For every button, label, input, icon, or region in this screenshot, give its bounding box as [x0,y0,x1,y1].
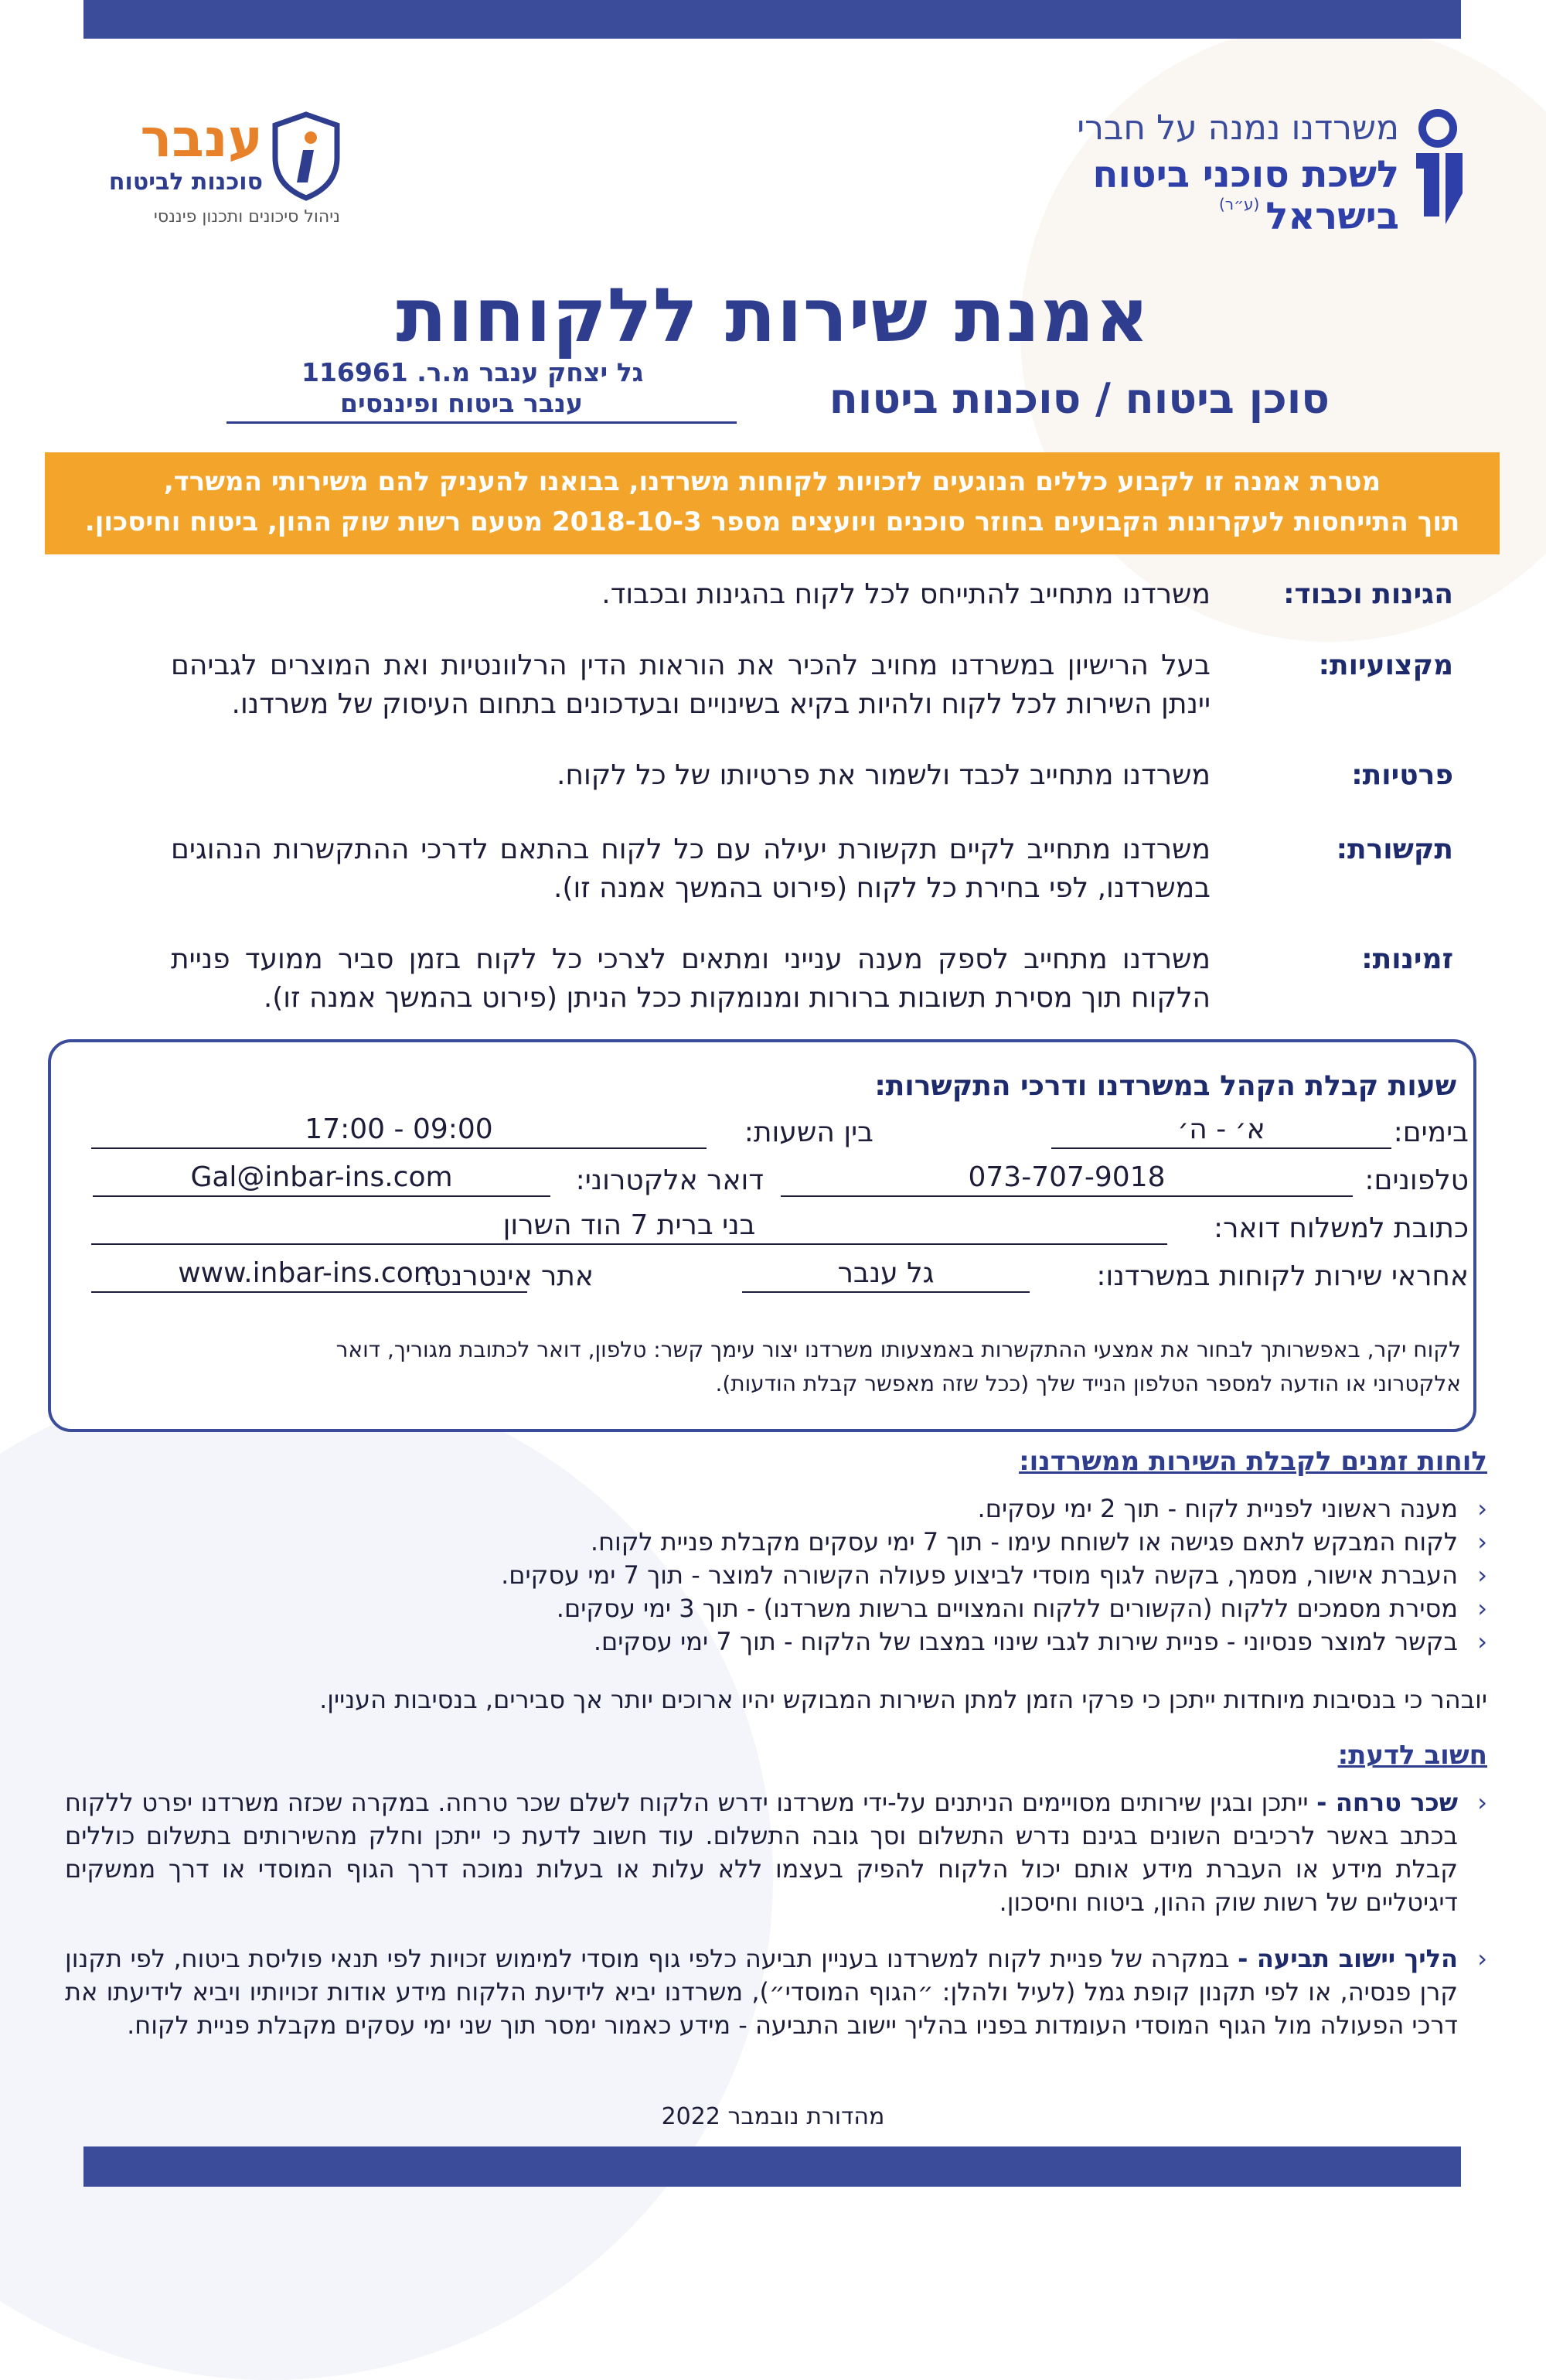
edition-label: מהדורת נובמבר 2022 [661,2103,885,2130]
chevron-icon: ‹ [1477,1788,1487,1817]
section-text: משרדנו מתחייב לספק מענה ענייני ומתאים לצרכי כל לקוח בזמן סביר ממועד פניית הלקוח תוך מסירת תשובות ברורות ומנומקות ככל הניתן (פירוט בהמשך אמנה זו). [171,943,1211,1014]
top-bar [83,0,1461,39]
list-item: ‹ מענה ראשוני לפניית לקוח - תוך 2 ימי עסקים. [65,1492,1487,1526]
days-label: בימים: [1393,1117,1469,1148]
banner-line2: תוך התייחסות לעקרונות הקבועים בחוזר סוכנים ויועצים מספר 2018-10-3 מטעם רשות שוק ההון, ביטוח וחיסכון. [84,506,1460,537]
contact-note: לקוח יקר, באפשרותך לבחור את אמצעי ההתקשרות באמצעותו משרדנו יצור עימך קשר: טלפון, דואר לכתובת מגוריך, דואר אלקטרוני או הודעה למספר הטלפון הנייד שלך (ככל שזה מאפשר קבלת הודעות). [335,1337,1461,1396]
association-icon [1407,108,1469,232]
inbar-logo [77,108,340,240]
claim-title: הליך יישוב תביעה - [1238,1944,1459,1973]
list-item: ‹ מסירת מסמכים ללקוח (הקשורים ללקוח והמצויים ברשות משרדנו) - תוך 3 ימי עסקים. [65,1592,1487,1625]
section-label: הגינות וכבוד: [1283,578,1453,610]
hours-value: 09:00 - 17:00 [91,1113,707,1149]
website-label: אתר אינטרנט: [424,1260,594,1292]
agent-name: גל יצחק ענבר מ.ר. 116961 [301,357,644,387]
fee-title: שכר טרחה - [1316,1788,1459,1817]
claim-text: במקרה של פניית לקוח למשרדנו בעניין תביעה כלפי גוף מוסדי למימוש זכויות לפי תנאי פוליסת ביטוח, לפי תקנון קרן פנסיה, או לפי תקנון קופת גמל (לעיל ולהלן: ״הגוף המוסדי״), משרדנו יביא לידיעת הלקוח מידע אודות זכויותיו ויביא לידיעתו את דרכי הפעולה מול הגוף המוסדי העומדות בפניו בהליך יישוב התביעה - מידע כאמור ימסר תוך שני ימי עסקים מקבלת פניית לקוח. [65,1944,1458,2040]
manager-value: גל ענבר [742,1257,1030,1293]
address-label: כתובת למשלוח דואר: [1213,1212,1469,1244]
list-item: ‹ בקשר למוצר פנסיוני - פניית שירות לגבי שינוי במצבו של הלקוח - תוך 7 ימי עסקים. [65,1625,1487,1659]
section-text: משרדנו מתחייב להתייחס לכל לקוח בהגינות ובכבוד. [601,578,1211,610]
days-value: א׳ - ה׳ [1051,1113,1391,1149]
chevron-icon: ‹ [1477,1594,1487,1623]
association-sup: (ע״ר) [1219,195,1260,213]
list-item: ‹ לקוח המבקש לתאם פגישה או לשוחח עימו - תוך 7 ימי עסקים מקבלת פניית לקוח. [65,1526,1487,1559]
email-value: Gal@inbar-ins.com [93,1161,550,1197]
association-line3: בישראל$^{(ע״ר)}$ [1219,195,1399,238]
fee-text: ייתכן ובגין שירותים מסויימים הניתנים על-ידי משרדנו ידרש הלקוח לשלם שכר טרחה. במקרה שכזה משרדנו יפרט ללקוח בכתב באשר לרכיבים השונים בגינם נדרש התשלום וסך גובה התשלום. עוד חשוב לדעת כי ייתכן וחלק מהשירותים בתשלום כוללים קבלת מידע או העברת מידע אותם יכול הלקוח להפיק בעצמו ללא עלות או בעלות נמוכה דרך הגוף המוסדי או דרך ממשקים דיגיטליים של רשות שוק ההון, ביטוח וחיסכון. [65,1788,1458,1917]
list-item: ‹ העברת אישור, מסמך, בקשה לגוף מוסדי לביצוע פעולה הקשורה למוצר - תוך 7 ימי עסקים. [65,1559,1487,1592]
section-label: מקצועיות: [1318,650,1453,681]
agent-underline [226,421,737,424]
address-value: בני ברית 7 הוד השרון [91,1209,1167,1245]
section-label: זמינות: [1361,943,1453,975]
email-label: דואר אלקטרוני: [575,1164,764,1196]
bottom-bar [83,2146,1461,2187]
inbar-name: ענבר [140,108,263,169]
section-text: משרדנו מתחייב לקיים תקשורת יעילה עם כל לקוח בהתאם לדרכי ההתקשרות הנהוגים במשרדנו, לפי בחירת כל לקוח (פירוט בהמשך אמנה זו). [171,834,1211,904]
phone-label: טלפונים: [1364,1164,1469,1196]
chevron-icon: ‹ [1477,1627,1487,1656]
section-label: תקשורת: [1336,834,1453,865]
website-value: www.inbar-ins.com [91,1257,527,1293]
hours-label: בין השעות: [744,1117,873,1148]
claim-item [65,1942,1487,2042]
timetable-note: יובהר כי בנסיבות מיוחדות ייתכן כי פרקי הזמן למתן השירות המבוקש יהיו ארוכים יותר אך סבירים, בנסיבות העניין. [319,1685,1487,1714]
inbar-tagline: ניהול סיכונים ותכנון פיננסי [153,207,340,227]
section-text: משרדנו מתחייב לכבד ולשמור את פרטיותו של כל לקוח. [557,759,1211,791]
chevron-icon: ‹ [1477,1527,1487,1557]
association-line1: משרדנו נמנה על חברי [1077,108,1399,148]
chevron-icon: ‹ [1477,1494,1487,1523]
inbar-subtitle: סוכנות לביטוח [108,169,263,196]
page-subtitle: סוכן ביטוח / סוכנות ביטוח [829,374,1330,423]
shield-icon [272,111,340,201]
banner-line1: מטרת אמנה זו לקבוע כללים הנוגעים לזכויות לקוחות משרדנו, בבואנו להעניק להם משירותי המשרד, [163,466,1381,497]
timetable-list [65,1492,1487,1659]
association-logo [1036,108,1469,247]
important-heading: חשוב לדעת: [1337,1740,1487,1771]
chevron-icon: ‹ [1477,1944,1487,1973]
phone-value: 073-707-9018 [781,1161,1353,1197]
timetable-heading: לוחות זמנים לקבלת השירות ממשרדנו: [1019,1446,1487,1477]
page-title: אמנת שירות ללקוחות [396,272,1150,359]
contact-title: שעות קבלת הקהל במשרדנו ודרכי התקשרות: [874,1070,1456,1102]
agent-company: ענבר ביטוח ופיננסים [340,388,583,418]
section-text: בעל הרישיון במשרדנו מחויב להכיר את הוראות הדין הרלוונטיות ואת המוצרים לגביהם יינתן השירות לכל לקוח ולהיות בקיא בשינויים ובעדכונים בתחום העיסוק של משרדנו. [171,650,1211,720]
association-line2: לשכת סוכני ביטוח [1092,153,1399,196]
purpose-banner [45,452,1500,554]
section-label: פרטיות: [1351,759,1453,791]
fee-item [65,1786,1487,1919]
chevron-icon: ‹ [1477,1560,1487,1590]
manager-label: אחראי שירות לקוחות במשרדנו: [1096,1260,1469,1292]
